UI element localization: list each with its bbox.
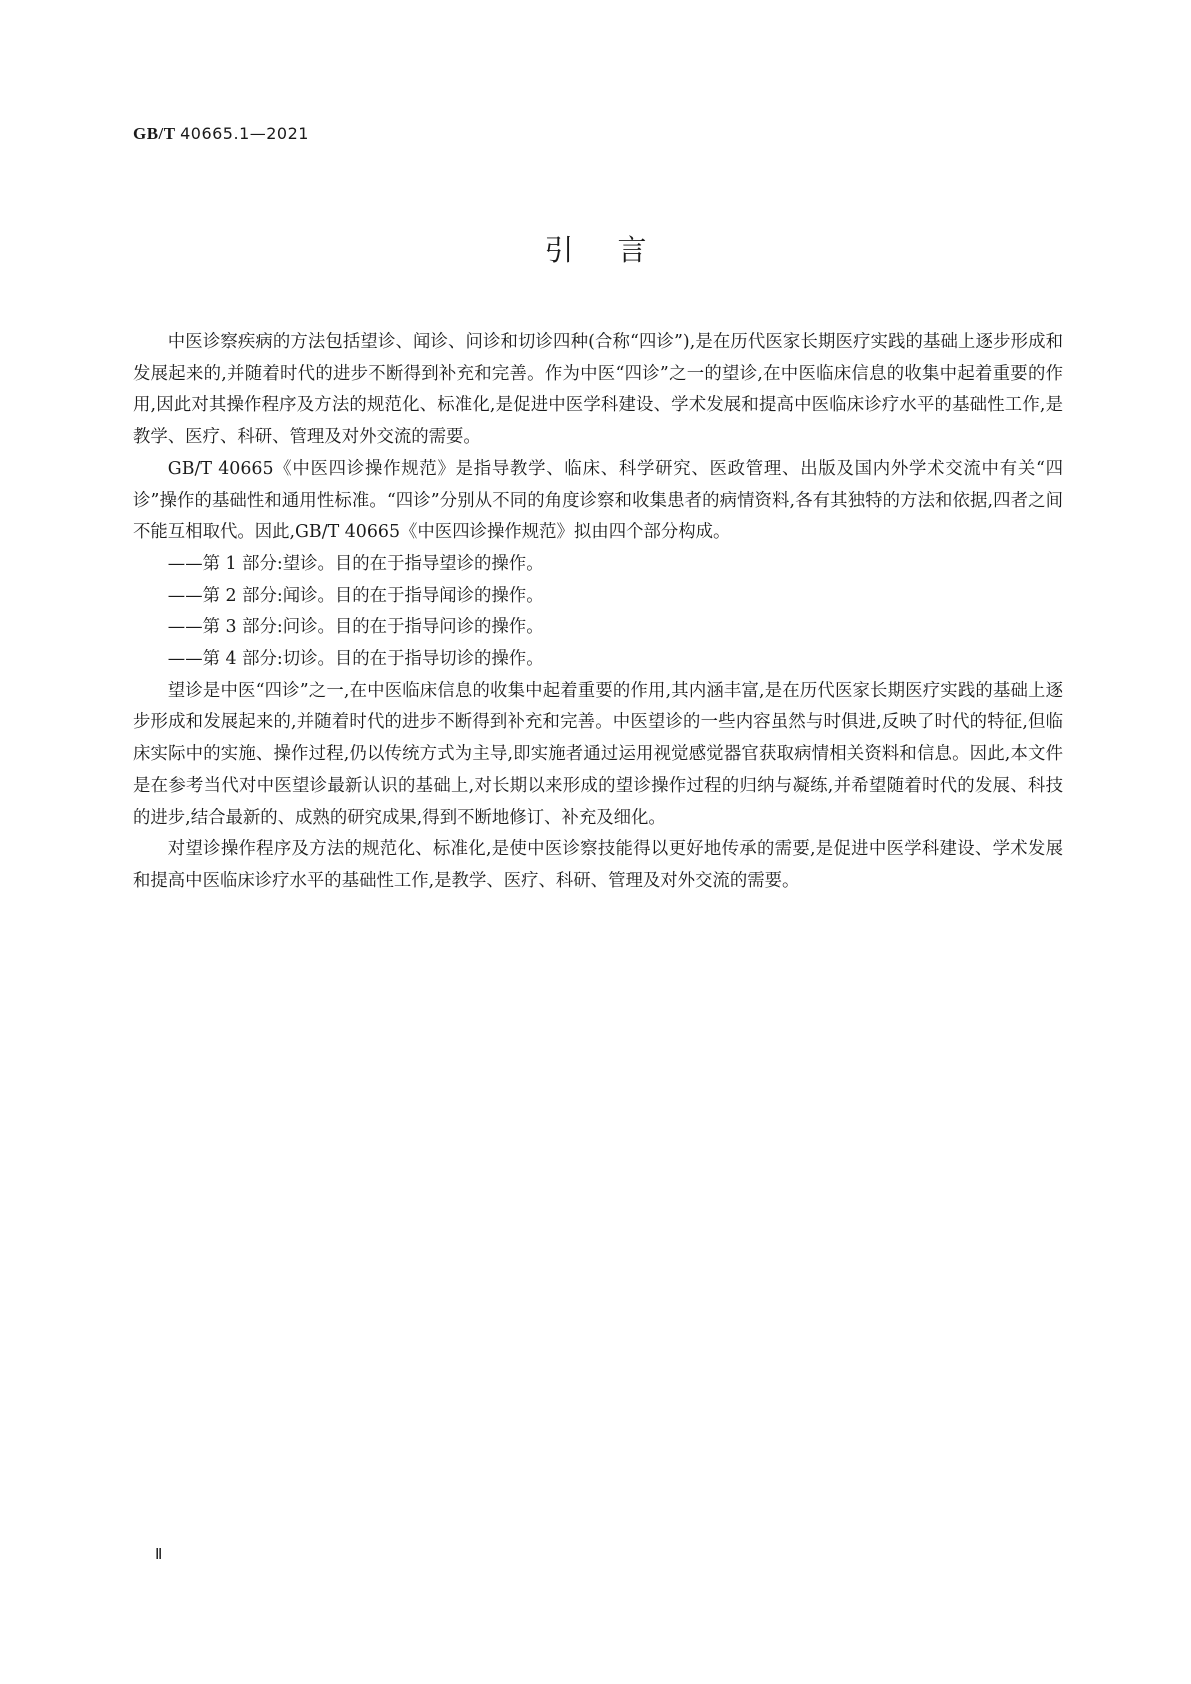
- standard-code-prefix: GB/T: [133, 124, 176, 143]
- paragraph-3: 望诊是中医“四诊”之一,在中医临床信息的收集中起着重要的作用,其内涵丰富,是在历代医家长期医疗实践的基础上逐步形成和发展起来的,并随着时代的进步不断得到补充和完善。中医望诊的一些内容虽然与时俱进,反映了时代的特征,但临床实际中的实施、操作过程,仍以传统方式为主导,即实施者通过运用视觉感觉器官获取病情相关资料和信息。因此,本文件是在参考当代对中医望诊最新认识的基础上,对长期以来形成的望诊操作过程的归纳与凝练,并希望随着时代的发展、科技的进步,结合最新的、成熟的研究成果,得到不断地修订、补充及细化。: [133, 680, 1063, 828]
- paragraph-4: 对望诊操作程序及方法的规范化、标准化,是使中医诊察技能得以更好地传承的需要,是促进中医学科建设、学术发展和提高中医临床诊疗水平的基础性工作,是教学、医疗、科研、管理及对外交流的需要。: [133, 839, 1063, 891]
- paragraph-2: GB/T 40665《中医四诊操作规范》是指导教学、临床、科学研究、医政管理、出版及国内外学术交流中有关“四诊”操作的基础性和通用性标准。“四诊”分别从不同的角度诊察和收集患者的病情资料,各有其独特的方法和依据,四者之间不能互相取代。因此,GB/T 40665《中医四诊操作规范》拟由四个部分构成。: [133, 458, 1063, 543]
- standard-code: [133, 124, 309, 144]
- page-title: 引言: [544, 233, 691, 267]
- introduction-body: [133, 327, 1063, 898]
- list-item-part-3: ——第 3 部分:问诊。目的在于指导问诊的操作。: [167, 617, 544, 638]
- list-item-part-2: ——第 2 部分:闻诊。目的在于指导闻诊的操作。: [167, 585, 544, 606]
- list-item-part-1: ——第 1 部分:望诊。目的在于指导望诊的操作。: [167, 553, 544, 574]
- list-item-part-4: ——第 4 部分:切诊。目的在于指导切诊的操作。: [167, 649, 544, 670]
- paragraph-1: 中医诊察疾病的方法包括望诊、闻诊、问诊和切诊四种(合称“四诊”),是在历代医家长期医疗实践的基础上逐步形成和发展起来的,并随着时代的进步不断得到补充和完善。作为中医“四诊”之一的望诊,在中医临床信息的收集中起着重要的作用,因此对其操作程序及方法的规范化、标准化,是促进中医学科建设、学术发展和提高中医临床诊疗水平的基础性工作,是教学、医疗、科研、管理及对外交流的需要。: [133, 332, 1063, 448]
- standard-code-number: 40665.1—2021: [180, 124, 309, 143]
- page-number: Ⅱ: [155, 1547, 163, 1563]
